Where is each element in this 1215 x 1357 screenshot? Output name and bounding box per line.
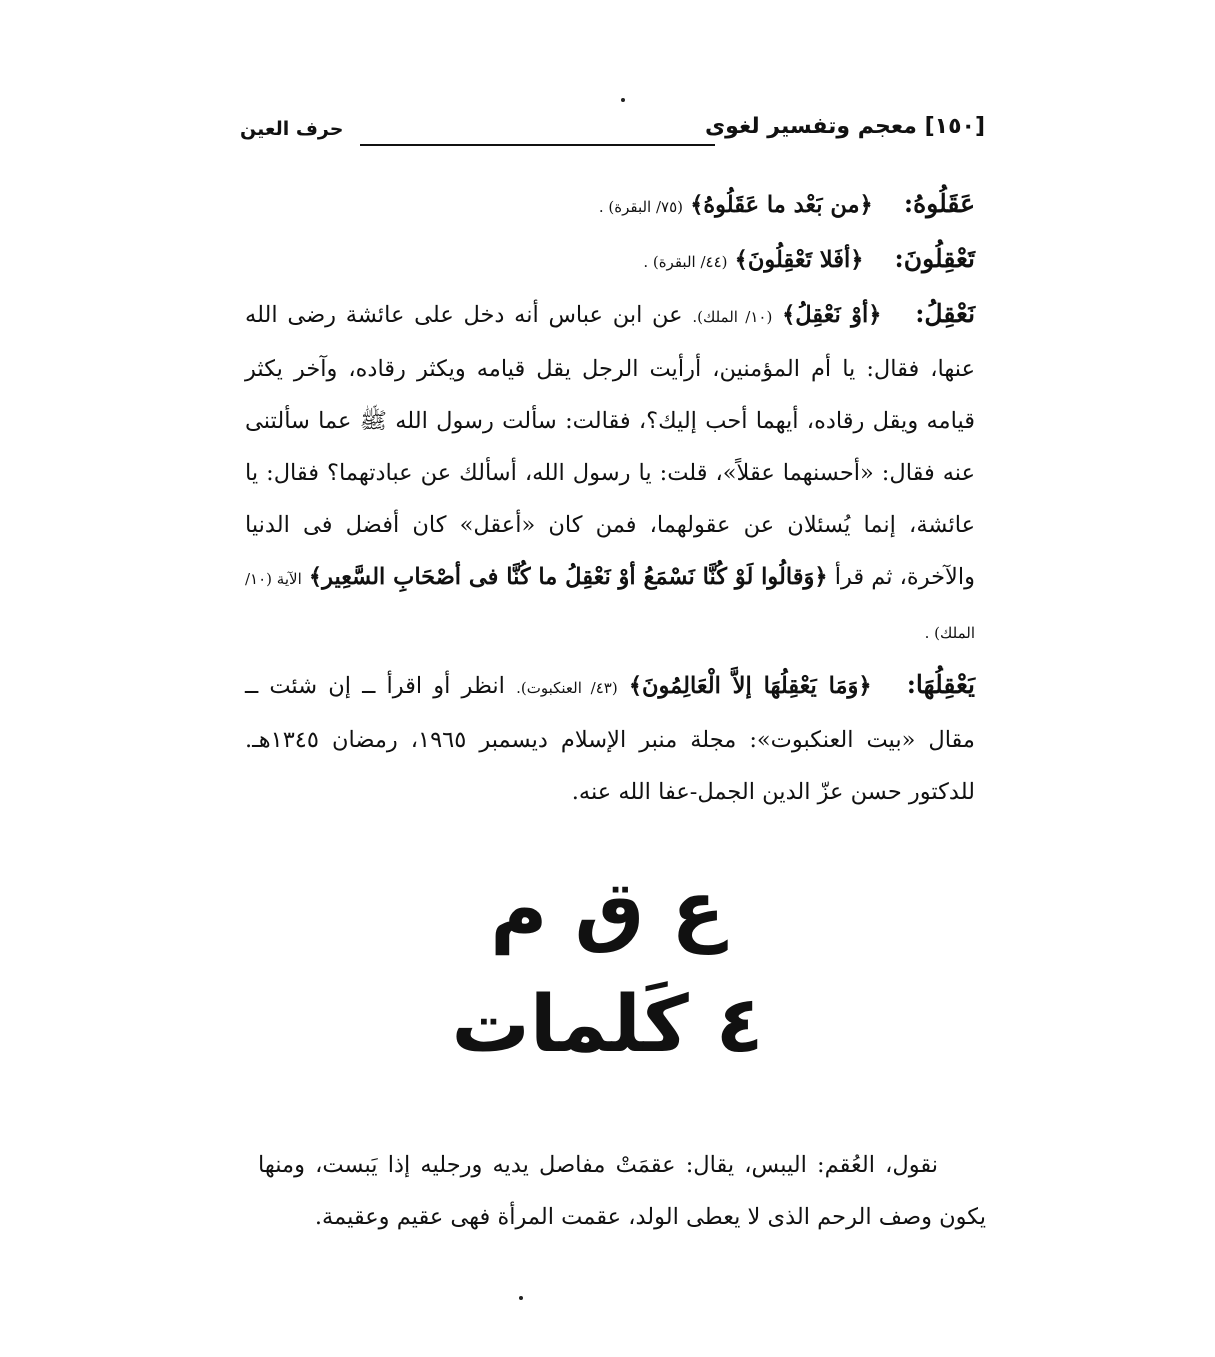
quran-quote: ﴿من بَعْد ما عَقَلُوهُ﴾	[690, 192, 873, 218]
header-rule	[360, 144, 715, 146]
intro-paragraph: نقول، العُقم: اليبس، يقال: عقمَتْ مفاصل يديه ورجليه إذا يَبست، ومنها يكون وصف الرحم الذى لا يعطى الولد، عقمت المرأة فهى عقيم وعقيمة.	[258, 1151, 986, 1230]
verse-reference: (٧٥/ البقرة) .	[598, 198, 684, 216]
entry	[245, 178, 975, 233]
quran-quote: ﴿وَمَا يَعْقِلُهَا إلاَّ الْعَالِمُونَ﴾	[628, 673, 872, 699]
page-header	[240, 110, 985, 150]
entry-term: عَقَلُوهُ:	[903, 189, 975, 218]
entry-term: يَعْقِلُهَا:	[906, 670, 976, 699]
quran-quote: ﴿وَقالُوا لَوْ كُنَّا نَسْمَعُ أوْ نَعْقِلُ ما كُنَّا فى أصْحَابِ السَّعِير﴾	[308, 564, 828, 590]
verse-reference: الآية (١٠/ الملك) .	[244, 570, 975, 642]
scan-speck	[519, 1296, 523, 1300]
entry	[245, 288, 975, 659]
entry	[245, 233, 975, 288]
entry-text: انظر أو اقرأ ــ إن شئت ــ مقال «بيت العنكبوت»: مجلة منبر الإسلام ديسمبر ١٩٦٥، رمضان ١٣٤٥هـ. للدكتور حسن عزّ الدين الجمل-عفا الله عنه.	[245, 673, 975, 805]
page-number: [١٥٠]	[924, 114, 985, 139]
entry-text: عن ابن عباس أنه دخل على عائشة رضى الله عنها، فقال: يا أم المؤمنين، أرأيت الرجل يقل قيامه ويكثر رقاده، وآخر يكثر قيامه ويقل رقاده، أيهما أحب إليك؟، فقالت: سألت رسول الله ﷺ عما سألتنى عنه فقال: «أحسنهما عقلاً»، قلت: يا رسول الله، أسألك عن عبادتهما؟ فقال: يا عائشة، إنما يُسئلان عن عقولهما، فمن كان «أعقل» كان أفضل فى الدنيا والآخرة، ثم قرأ	[245, 302, 975, 590]
quran-quote: ﴿أفَلا تَعْقِلُونَ﴾	[734, 247, 864, 273]
quran-quote: ﴿أوْ نَعْقِلُ﴾	[782, 302, 882, 328]
entries-block	[245, 178, 975, 818]
entry	[245, 659, 975, 818]
verse-reference: (١٠/ الملك).	[692, 308, 773, 326]
root-heading: ع ق م	[490, 865, 725, 955]
section-name: حرف العين	[240, 118, 344, 140]
entry-term: تَعْقِلُونَ:	[894, 244, 975, 273]
scan-speck	[621, 98, 625, 102]
entry-term: نَعْقِلُ:	[915, 299, 976, 328]
word-count-heading: ٤ كَلمات	[451, 980, 764, 1070]
verse-reference: (٤٤/ البقرة) .	[643, 253, 728, 271]
verse-reference: (٤٣/ العنكبوت).	[516, 679, 618, 697]
book-title: معجم وتفسير لغوى	[704, 114, 917, 139]
running-title	[705, 114, 985, 139]
